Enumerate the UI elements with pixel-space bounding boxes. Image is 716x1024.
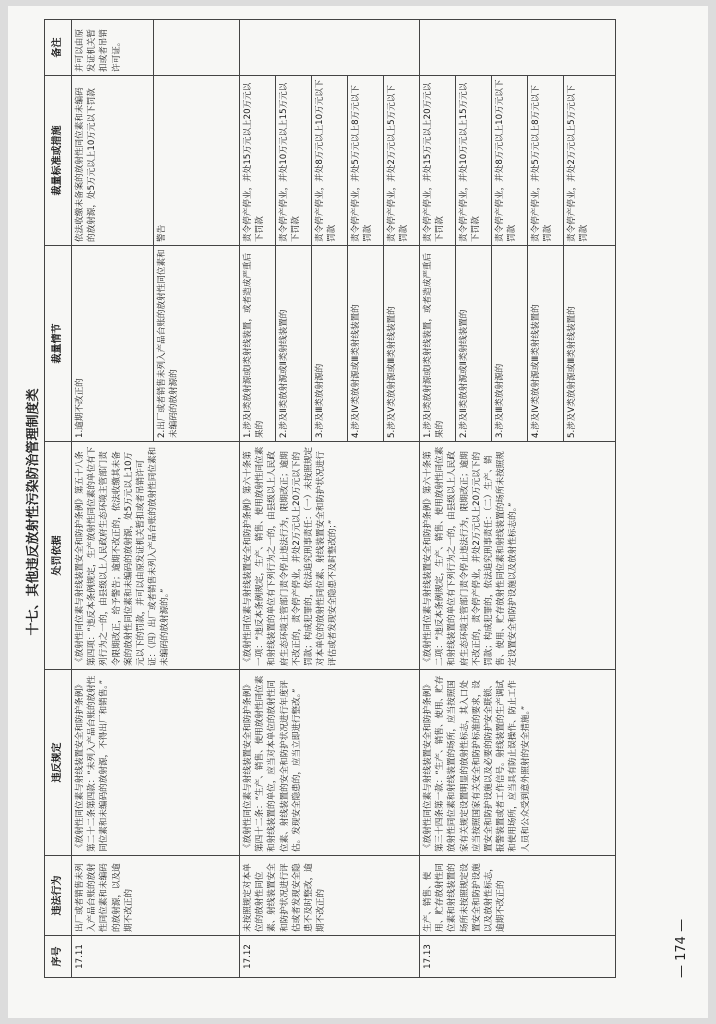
row-rule: 《放射性同位素与射线装置安全和防护条例》第二十二条第四款：“未列入产品台账的放射性同位素和未编码的放射源，不得出厂和销售。” (72, 670, 240, 856)
row-circumstance: 5.涉及Ⅴ类放射源或Ⅲ类射线装置的 (564, 246, 616, 442)
row-rule: 《放射性同位素与射线装置安全和防护条例》第四十二条：“生产、销售、使用放射性同位素和射线装置的单位，应当对本单位的放射性同位素、射线装置的安全和防护状况进行年度评估。发现安全隐患的，应当立即进行整改。” (240, 670, 420, 856)
rotated-page (8, 6, 708, 1018)
row-circumstance: 2.涉及Ⅱ类放射源或Ⅱ类射线装置的 (456, 246, 492, 442)
row-circumstance: 4.涉及Ⅳ类放射源或Ⅲ类射线装置的 (528, 246, 564, 442)
row-standard: 责令停产停业，并处15万元以上20万元以下罚款 (240, 76, 276, 246)
row-behavior: 生产、销售、使用、贮存放射性同位素和射线装置的场所未按照规定设置安全和防护设施以及放射性标志，逾期不改正的 (420, 856, 616, 936)
row-standard: 责令停产停业，并处5万元以上8万元以下罚款 (348, 76, 384, 246)
header-standard: 裁量标准或措施 (45, 76, 72, 246)
header-behavior: 违法行为 (45, 856, 72, 936)
header-basis: 处罚依据 (45, 442, 72, 670)
row-basis: 《放射性同位素与射线装置安全和防护条例》第五十八条第四项：“违反本条例规定，生产放射性同位素的单位有下列行为之一的，由县级以上人民政府生态环境主管部门责令限期改正，给予警告；逾期不改正的，依法收缴其未备案的放射性同位素和未编码的放射源，处5万元以上10万元以下的罚款，并可以由原发证机关暂扣或者吊销许可证：（四）出厂或者销售未列入产品台账的放射性同位素和未编码的放射源的。” (72, 442, 240, 670)
table-header-row (45, 20, 72, 978)
row-standard: 责令停产停业，并处8万元以上10万元以下罚款 (492, 76, 528, 246)
row-standard: 警告 (154, 76, 240, 246)
header-id: 序号 (45, 936, 72, 978)
row-circumstance: 3.涉及Ⅲ类放射源的 (312, 246, 348, 442)
row-behavior: 未按照规定对本单位的放射性同位素、射线装置安全和防护状况进行评估或者发现安全隐患不及时整改，逾期不改正的 (240, 856, 420, 936)
row-behavior: 出厂或者销售未列入产品台账的放射性同位素和未编码的放射源，以及逾期不改正的 (72, 856, 240, 936)
penalty-table (44, 19, 616, 978)
row-standard: 责令停产停业，并处10万元以上15万元以下罚款 (456, 76, 492, 246)
row-basis: 《放射性同位素与射线装置安全和防护条例》第六十条第一项：“违反本条例规定，生产、销售、使用放射性同位素和射线装置的单位有下列行为之一的，由县级以上人民政府生态环境主管部门责令停止违法行为，限期改正；逾期不改正的，责令停产停业，并处2万元以上20万元以下的罚款；构成犯罪的，依法追究刑事责任：（一）未按照规定对本单位的放射性同位素、射线装置安全和防护状况进行评估或者发现安全隐患不及时整改的；” (240, 442, 420, 670)
header-rule: 违反规定 (45, 670, 72, 856)
row-standard: 责令停产停业，并处15万元以上20万元以下罚款 (420, 76, 456, 246)
table-row (240, 20, 276, 978)
section-title: 十七、其他违反放射性污染防治管理制度类 (26, 388, 41, 636)
table-row (420, 20, 456, 978)
row-standard: 责令停产停业，并处5万元以上8万元以下罚款 (528, 76, 564, 246)
row-circumstance: 1.涉及Ⅰ类放射源或Ⅰ类射线装置，或者造成严重后果的 (420, 246, 456, 442)
row-note (420, 20, 616, 76)
row-circumstance: 3.涉及Ⅲ类放射源的 (492, 246, 528, 442)
row-circumstance: 2.涉及Ⅱ类放射源或Ⅱ类射线装置的 (276, 246, 312, 442)
row-circumstance: 1.涉及Ⅰ类放射源或Ⅰ类射线装置，或者造成严重后果的 (240, 246, 276, 442)
header-note: 备注 (45, 20, 72, 76)
row-standard: 责令停产停业，并处10万元以上15万元以下罚款 (276, 76, 312, 246)
row-note (154, 20, 240, 76)
page-number: — 174 — (674, 918, 689, 978)
row-circumstance: 4.涉及Ⅳ类放射源或Ⅲ类射线装置的 (348, 246, 384, 442)
row-standard: 责令停产停业，并处8万元以上10万元以下罚款 (312, 76, 348, 246)
row-note: 并可以由原发证机关暂扣或者吊销许可证。 (72, 20, 154, 76)
row-id: 17.13 (420, 936, 616, 978)
row-circumstance: 1.逾期不改正的 (72, 246, 154, 442)
row-standard: 依法收缴未备案的放射性同位素和未编码的放射源，处5万元以上10万元以下罚款 (72, 76, 154, 246)
row-note (240, 20, 420, 76)
row-id: 17.11 (72, 936, 240, 978)
row-id: 17.12 (240, 936, 420, 978)
document-page (8, 6, 708, 1018)
row-rule: 《放射性同位素与射线装置安全和防护条例》第三十四条第一款：“生产、销售、使用、贮存放射性同位素和射线装置的场所，应当按照国家有关规定设置明显的放射性标志，其入口处应当按照国家有关安全和防护标准的要求，设置安全和防护设施以及必要的防护安全联锁、报警装置或者工作信号。射线装置的生产调试和使用场所，应当具有防止误操作、防止工作人员和公众受到意外照射的安全措施。” (420, 670, 616, 856)
row-circumstance: 5.涉及Ⅴ类放射源或Ⅲ类射线装置的 (384, 246, 420, 442)
row-standard: 责令停产停业，并处2万元以上5万元以下罚款 (384, 76, 420, 246)
row-standard: 责令停产停业，并处2万元以上5万元以下罚款 (564, 76, 616, 246)
table-row (72, 20, 154, 978)
row-basis: 《放射性同位素与射线装置安全和防护条例》第六十条第二项：“违反本条例规定，生产、销售、使用放射性同位素和射线装置的单位有下列行为之一的，由县级以上人民政府生态环境主管部门责令停止违法行为，限期改正；逾期不改正的，责令停产停业，并处2万元以上20万元以下的罚款；构成犯罪的，依法追究刑事责任：（二）生产、销售、使用、贮存放射性同位素和射线装置的场所未按照规定设置安全和防护设施以及放射性标志的。” (420, 442, 616, 670)
row-circumstance: 2.出厂或者销售未列入产品台账的放射性同位素和未编码的放射源的 (154, 246, 240, 442)
header-circumstance: 裁量情节 (45, 246, 72, 442)
